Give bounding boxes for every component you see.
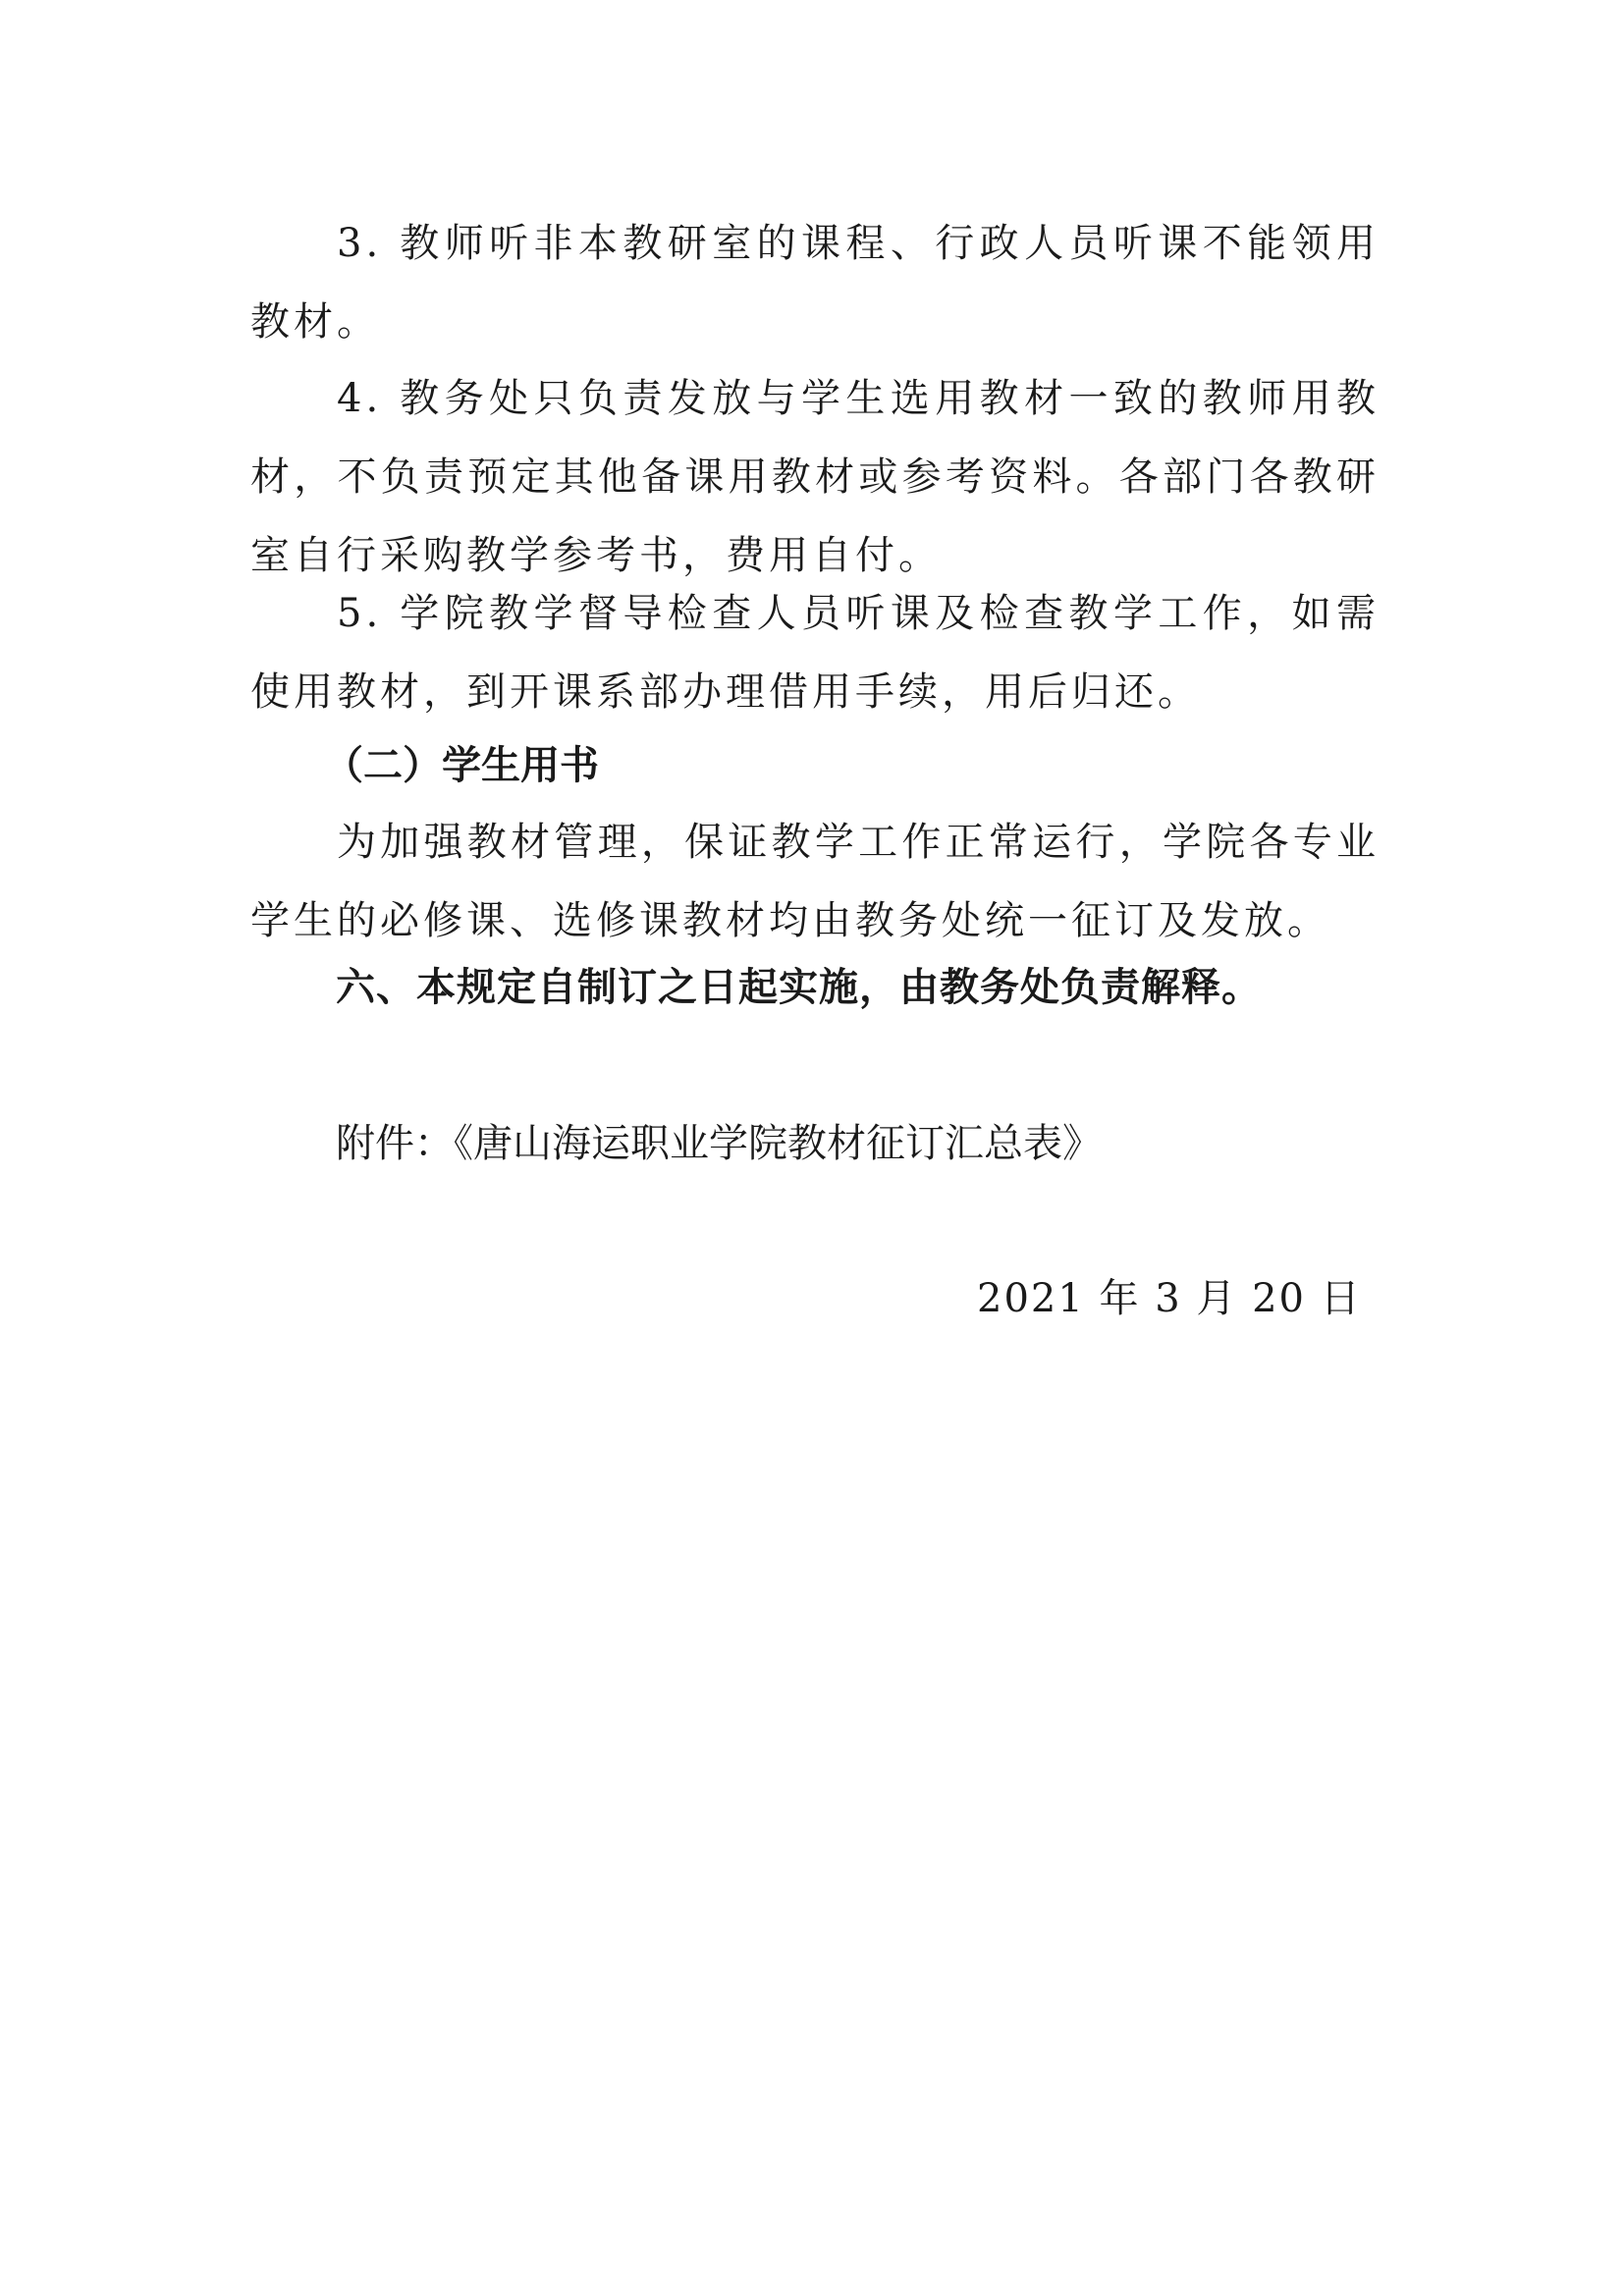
attachment-line: 附件：《唐山海运职业学院教材征订汇总表》 (336, 1121, 1102, 1166)
paragraph-item-5: 5. 学院教学督导检查人员听课及检查教学工作，如需使用教材，到开课系部办理借用手续，用后归还。 (250, 591, 1380, 715)
student-books-paragraph: 为加强教材管理，保证教学工作正常运行，学院各专业学生的必修课、选修课教材均由教务处统一征订及发放。 (250, 820, 1380, 943)
paragraph-item-3: 3. 教师听非本教研室的课程、行政人员听课不能领用教材。 (250, 221, 1380, 345)
document-date: 2021 年 3 月 20 日 (977, 1276, 1362, 1321)
paragraph-item-4: 4. 教务处只负责发放与学生选用教材一致的教师用教材，不负责预定其他备课用教材或参考资料。各部门各教研室自行采购教学参考书，费用自付。 (250, 376, 1380, 578)
subheading-student-books: （二）学生用书 (324, 743, 599, 788)
section-six-heading: 六、本规定自制订之日起实施，由教务处负责解释。 (336, 965, 1262, 1010)
